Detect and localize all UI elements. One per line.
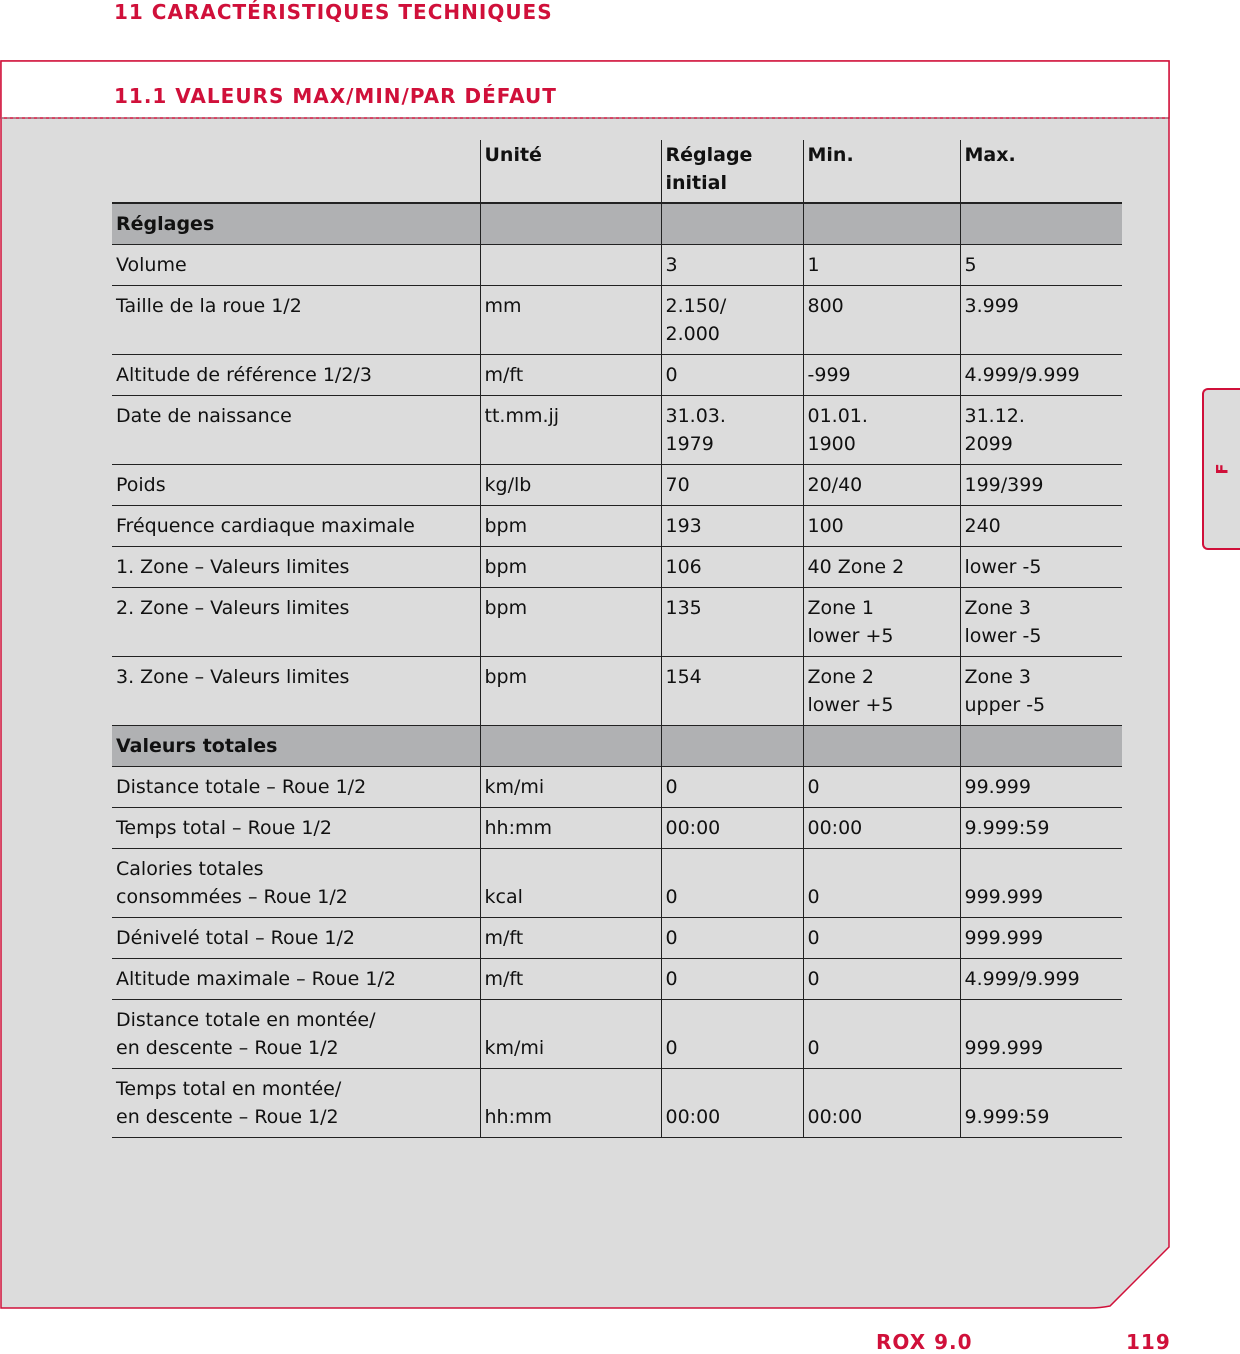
row-value: 154 [661,657,803,726]
row-label: Altitude maximale – Roue 1/2 [116,968,396,990]
table-row [112,959,1122,1000]
section-title: 11.1 VALEURS MAX/MIN/PAR DÉFAUT [114,84,557,108]
row-value: km/mi [480,1000,661,1069]
table-row [112,657,1122,726]
row-value: 20/40 [803,465,960,506]
row-value: Zone 3 upper -5 [960,657,1122,726]
row-value: Zone 3 lower -5 [960,588,1122,657]
group-empty-cell [480,203,661,245]
row-value: 0 [661,355,803,396]
row-value: 9.999:59 [960,808,1122,849]
row-value: 999.999 [960,918,1122,959]
row-value: 40 Zone 2 [803,547,960,588]
row-label: Date de naissance [116,405,292,427]
row-value: 31.12. 2099 [960,396,1122,465]
page-number: 119 [1126,1330,1171,1354]
spec-table [112,140,1122,1138]
language-side-tab[interactable] [1202,388,1240,550]
row-value: 31.03. 1979 [661,396,803,465]
row-value: 135 [661,588,803,657]
group-title: Réglages [116,213,215,235]
row-value: 0 [661,1000,803,1069]
row-value: km/mi [480,767,661,808]
group-empty-cell [803,726,960,767]
footer-model: ROX 9.0 [876,1330,973,1354]
row-value: m/ft [480,918,661,959]
table-header-row [112,140,1122,203]
row-value: 3.999 [960,286,1122,355]
row-value: m/ft [480,959,661,1000]
row-value: 0 [661,959,803,1000]
row-value: 0 [803,767,960,808]
row-value: 0 [803,1000,960,1069]
row-value: 00:00 [803,1069,960,1138]
row-label: Taille de la roue 1/2 [116,295,302,317]
row-value: 106 [661,547,803,588]
row-value: 999.999 [960,1000,1122,1069]
group-empty-cell [480,726,661,767]
table-row [112,355,1122,396]
spec-table-body [112,203,1122,1138]
group-empty-cell [803,203,960,245]
row-value: -999 [803,355,960,396]
row-value: 0 [661,849,803,918]
table-row [112,506,1122,547]
row-value: 0 [803,918,960,959]
row-label: 3. Zone – Valeurs limites [116,666,350,688]
row-label: Dénivelé total – Roue 1/2 [116,927,355,949]
row-value: bpm [480,657,661,726]
row-value: bpm [480,547,661,588]
row-value: 0 [661,918,803,959]
row-label: Altitude de référence 1/2/3 [116,364,372,386]
group-empty-cell [960,203,1122,245]
column-header: Min. [803,140,960,203]
row-value: 99.999 [960,767,1122,808]
row-value: mm [480,286,661,355]
column-header [112,140,480,203]
table-row [112,918,1122,959]
row-value: m/ft [480,355,661,396]
row-value: 999.999 [960,849,1122,918]
row-value: Zone 2 lower +5 [803,657,960,726]
row-value: hh:mm [480,808,661,849]
side-tab-label: F [1212,463,1232,475]
group-title: Valeurs totales [116,735,278,757]
row-value: 00:00 [661,1069,803,1138]
table-row [112,849,1122,918]
row-value: 00:00 [661,808,803,849]
row-value: kg/lb [480,465,661,506]
row-label: Temps total en montée/ en descente – Roue 1/2 [116,1078,342,1128]
group-empty-cell [661,726,803,767]
row-value: kcal [480,849,661,918]
row-value: 00:00 [803,808,960,849]
group-empty-cell [960,726,1122,767]
row-value: 0 [803,959,960,1000]
row-value: bpm [480,588,661,657]
row-value: 4.999/9.999 [960,355,1122,396]
table-row [112,547,1122,588]
row-value: 1 [803,245,960,286]
row-value: hh:mm [480,1069,661,1138]
row-label: Distance totale en montée/ en descente – Roue 1/2 [116,1009,376,1059]
row-value: tt.mm.jj [480,396,661,465]
row-value: 01.01. 1900 [803,396,960,465]
row-value: 0 [803,849,960,918]
table-row [112,767,1122,808]
row-value: 240 [960,506,1122,547]
row-value: 70 [661,465,803,506]
row-value: 2.150/ 2.000 [661,286,803,355]
row-label: Fréquence cardiaque maximale [116,515,415,537]
row-label: Poids [116,474,166,496]
column-header: Unité [480,140,661,203]
group-empty-cell [661,203,803,245]
row-label: 1. Zone – Valeurs limites [116,556,350,578]
row-label: Distance totale – Roue 1/2 [116,776,367,798]
row-value: 5 [960,245,1122,286]
row-label: Calories totales consommées – Roue 1/2 [116,858,348,908]
table-row [112,1000,1122,1069]
table-row [112,808,1122,849]
row-value: bpm [480,506,661,547]
row-label: 2. Zone – Valeurs limites [116,597,350,619]
row-value: 800 [803,286,960,355]
table-row [112,588,1122,657]
row-value: 193 [661,506,803,547]
table-row [112,1069,1122,1138]
row-value: 3 [661,245,803,286]
table-row [112,245,1122,286]
table-row [112,465,1122,506]
group-header-row [112,726,1122,767]
column-header: Réglage initial [661,140,803,203]
row-value: 0 [661,767,803,808]
group-header-row [112,203,1122,245]
table-row [112,396,1122,465]
row-value: 9.999:59 [960,1069,1122,1138]
row-value [480,245,661,286]
row-value: 199/399 [960,465,1122,506]
row-value: 4.999/9.999 [960,959,1122,1000]
row-value: 100 [803,506,960,547]
column-header: Max. [960,140,1122,203]
row-value: Zone 1 lower +5 [803,588,960,657]
row-value: lower -5 [960,547,1122,588]
row-label: Temps total – Roue 1/2 [116,817,332,839]
table-row [112,286,1122,355]
chapter-title: 11 CARACTÉRISTIQUES TECHNIQUES [114,0,553,24]
row-label: Volume [116,254,187,276]
